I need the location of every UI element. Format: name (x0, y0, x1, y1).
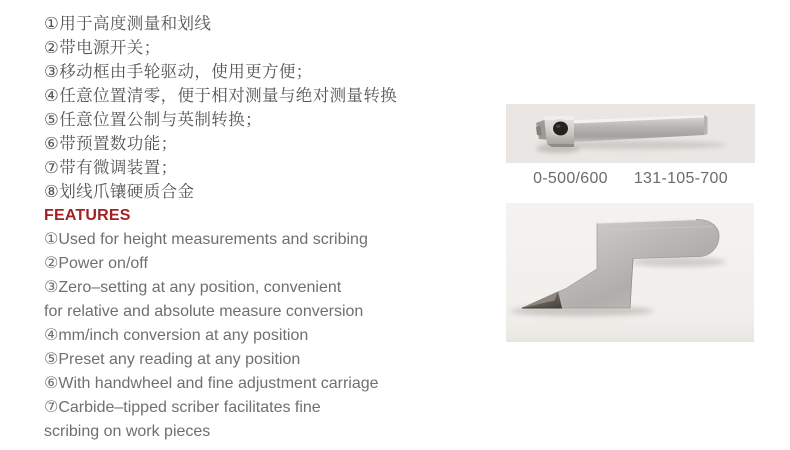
feature-cn-7: ⑦带有微调装置； (44, 159, 178, 177)
product-photo-scriber-bar (506, 104, 755, 163)
product-spec-label (496, 170, 765, 188)
features-text-column (44, 12, 484, 444)
scriber-bar-hole (553, 122, 568, 136)
feature-cn-2: ②带电源开关； (44, 39, 161, 57)
feature-en-2: ②Power on/off (44, 255, 148, 272)
feature-cn-4: ④任意位置清零，便于相对测量与绝对测量转换 (44, 87, 398, 105)
feature-cn-6: ⑥带预置数功能； (44, 135, 178, 153)
feature-en-3: ③Zero–setting at any position, convenient (44, 279, 342, 296)
measuring-range-label: 0-500/600 (533, 170, 608, 187)
feature-en-4: ④mm/inch conversion at any position (44, 327, 309, 344)
scriber-bar-illustration (506, 104, 755, 163)
feature-en-3-cont: for relative and absolute measure conversion (44, 303, 364, 320)
feature-cn-3: ③移动框由手轮驱动，使用更方便； (44, 63, 313, 81)
step-scriber-illustration (506, 203, 754, 342)
feature-en-7: ⑦Carbide–tipped scriber facilitates fine (44, 399, 321, 416)
feature-en-6: ⑥With handwheel and fine adjustment carriage (44, 375, 379, 392)
feature-en-1: ①Used for height measurements and scribing (44, 231, 368, 248)
feature-en-7-cont: scribing on work pieces (44, 423, 211, 440)
product-photo-step-scriber (506, 203, 754, 342)
features-heading: FEATURES (44, 207, 131, 224)
feature-cn-5: ⑤任意位置公制与英制转换； (44, 111, 262, 129)
feature-en-5: ⑤Preset any reading at any position (44, 351, 301, 368)
product-code-label: 131-105-700 (633, 170, 728, 187)
feature-cn-1: ①用于高度测量和划线 (44, 15, 212, 33)
feature-cn-8: ⑧划线爪镶硬质合金 (44, 183, 195, 201)
